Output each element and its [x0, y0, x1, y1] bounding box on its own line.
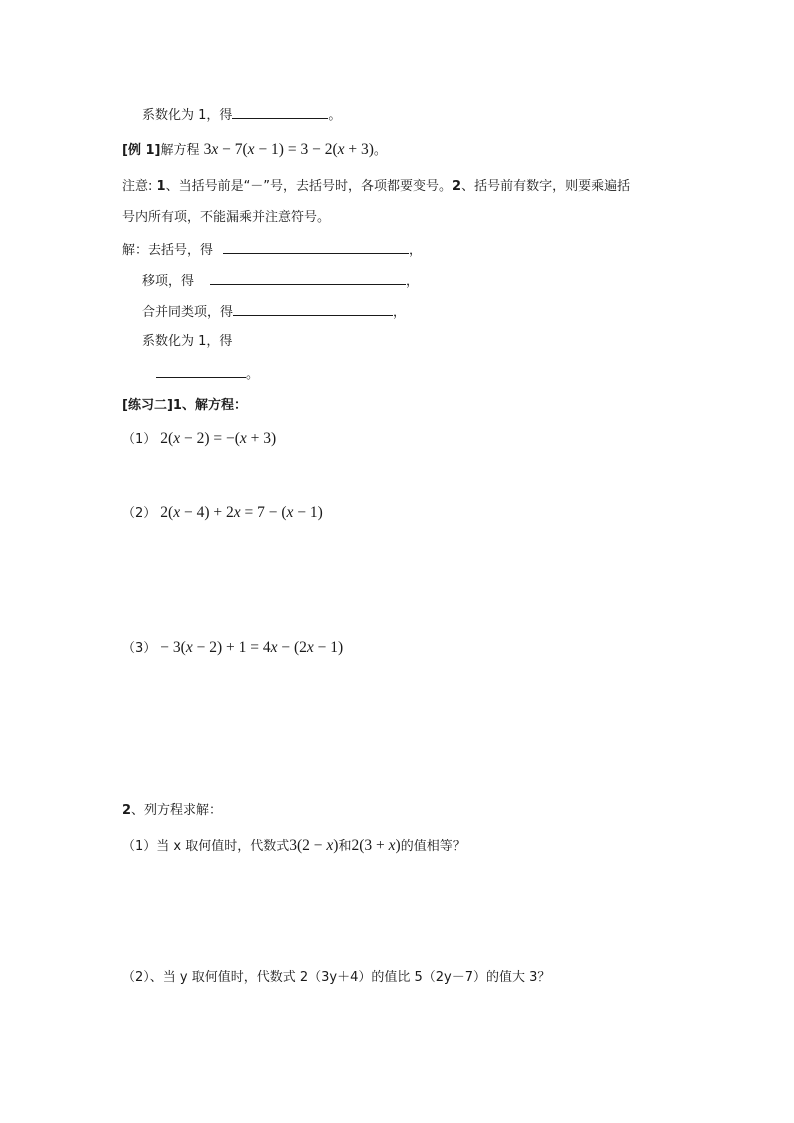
solution-step-1: 解：去括号，得 ，	[122, 239, 422, 261]
example-equation: 3x − 7(x − 1) = 3 − 2(x + 3)	[203, 141, 374, 158]
intro-coefficient-text: 系数化为 1，得	[142, 108, 233, 123]
period: 。	[328, 108, 342, 123]
answer-blank	[156, 363, 246, 378]
question-2-1: （1）当 x 取何值时，代数式3(2 − x)和2(3 + x)的值相等？	[122, 837, 466, 854]
problem-2-equation: 2(x − 4) + 2x = 7 − (x − 1)	[160, 504, 323, 521]
solution-step-3: 合并同类项，得 ，	[142, 301, 406, 323]
solution-step-2: 移项，得 ，	[142, 270, 419, 292]
intro-coefficient-line	[142, 104, 341, 126]
answer-blank	[223, 239, 409, 254]
example-1-line	[122, 140, 387, 161]
problem-1	[122, 429, 276, 450]
solution-step-4: 系数化为 1，得	[142, 334, 233, 349]
expression-2: 2(3 + x)	[351, 837, 401, 854]
problem-label: （3）	[122, 641, 157, 656]
problem-2	[122, 503, 323, 524]
problem-label: （2）	[122, 506, 157, 521]
question-2-2: （2）、当 y 取何值时，代数式 2（3y＋4）的值比 5（2y－7）的值大 3？	[122, 970, 551, 985]
problem-3-equation: − 3(x − 2) + 1 = 4x − (2x − 1)	[160, 639, 344, 656]
example-text: 解方程	[160, 143, 200, 158]
period: 。	[373, 143, 387, 158]
section-2-heading: 2、列方程求解：	[122, 803, 223, 818]
expression-1: 3(2 − x)	[289, 837, 339, 854]
problem-1-equation: 2(x − 2) = −(x + 3)	[160, 430, 277, 447]
note-line-2: 号内所有项，不能漏乘并注意符号。	[122, 210, 331, 225]
problem-3	[122, 638, 343, 659]
answer-blank	[233, 301, 393, 316]
practice-2-heading: [练习二]1、解方程：	[122, 398, 247, 413]
example-tag: [例 1]	[122, 143, 161, 158]
note-line-1: 注意: 1、当括号前是“－”号，去括号时，各项都要变号。2、括号前有数字，则要乘遍括	[122, 179, 631, 194]
problem-label: （1）	[122, 432, 157, 447]
answer-blank	[232, 104, 328, 119]
answer-blank	[210, 270, 406, 285]
solution-step-4-answer: 。	[156, 363, 259, 385]
